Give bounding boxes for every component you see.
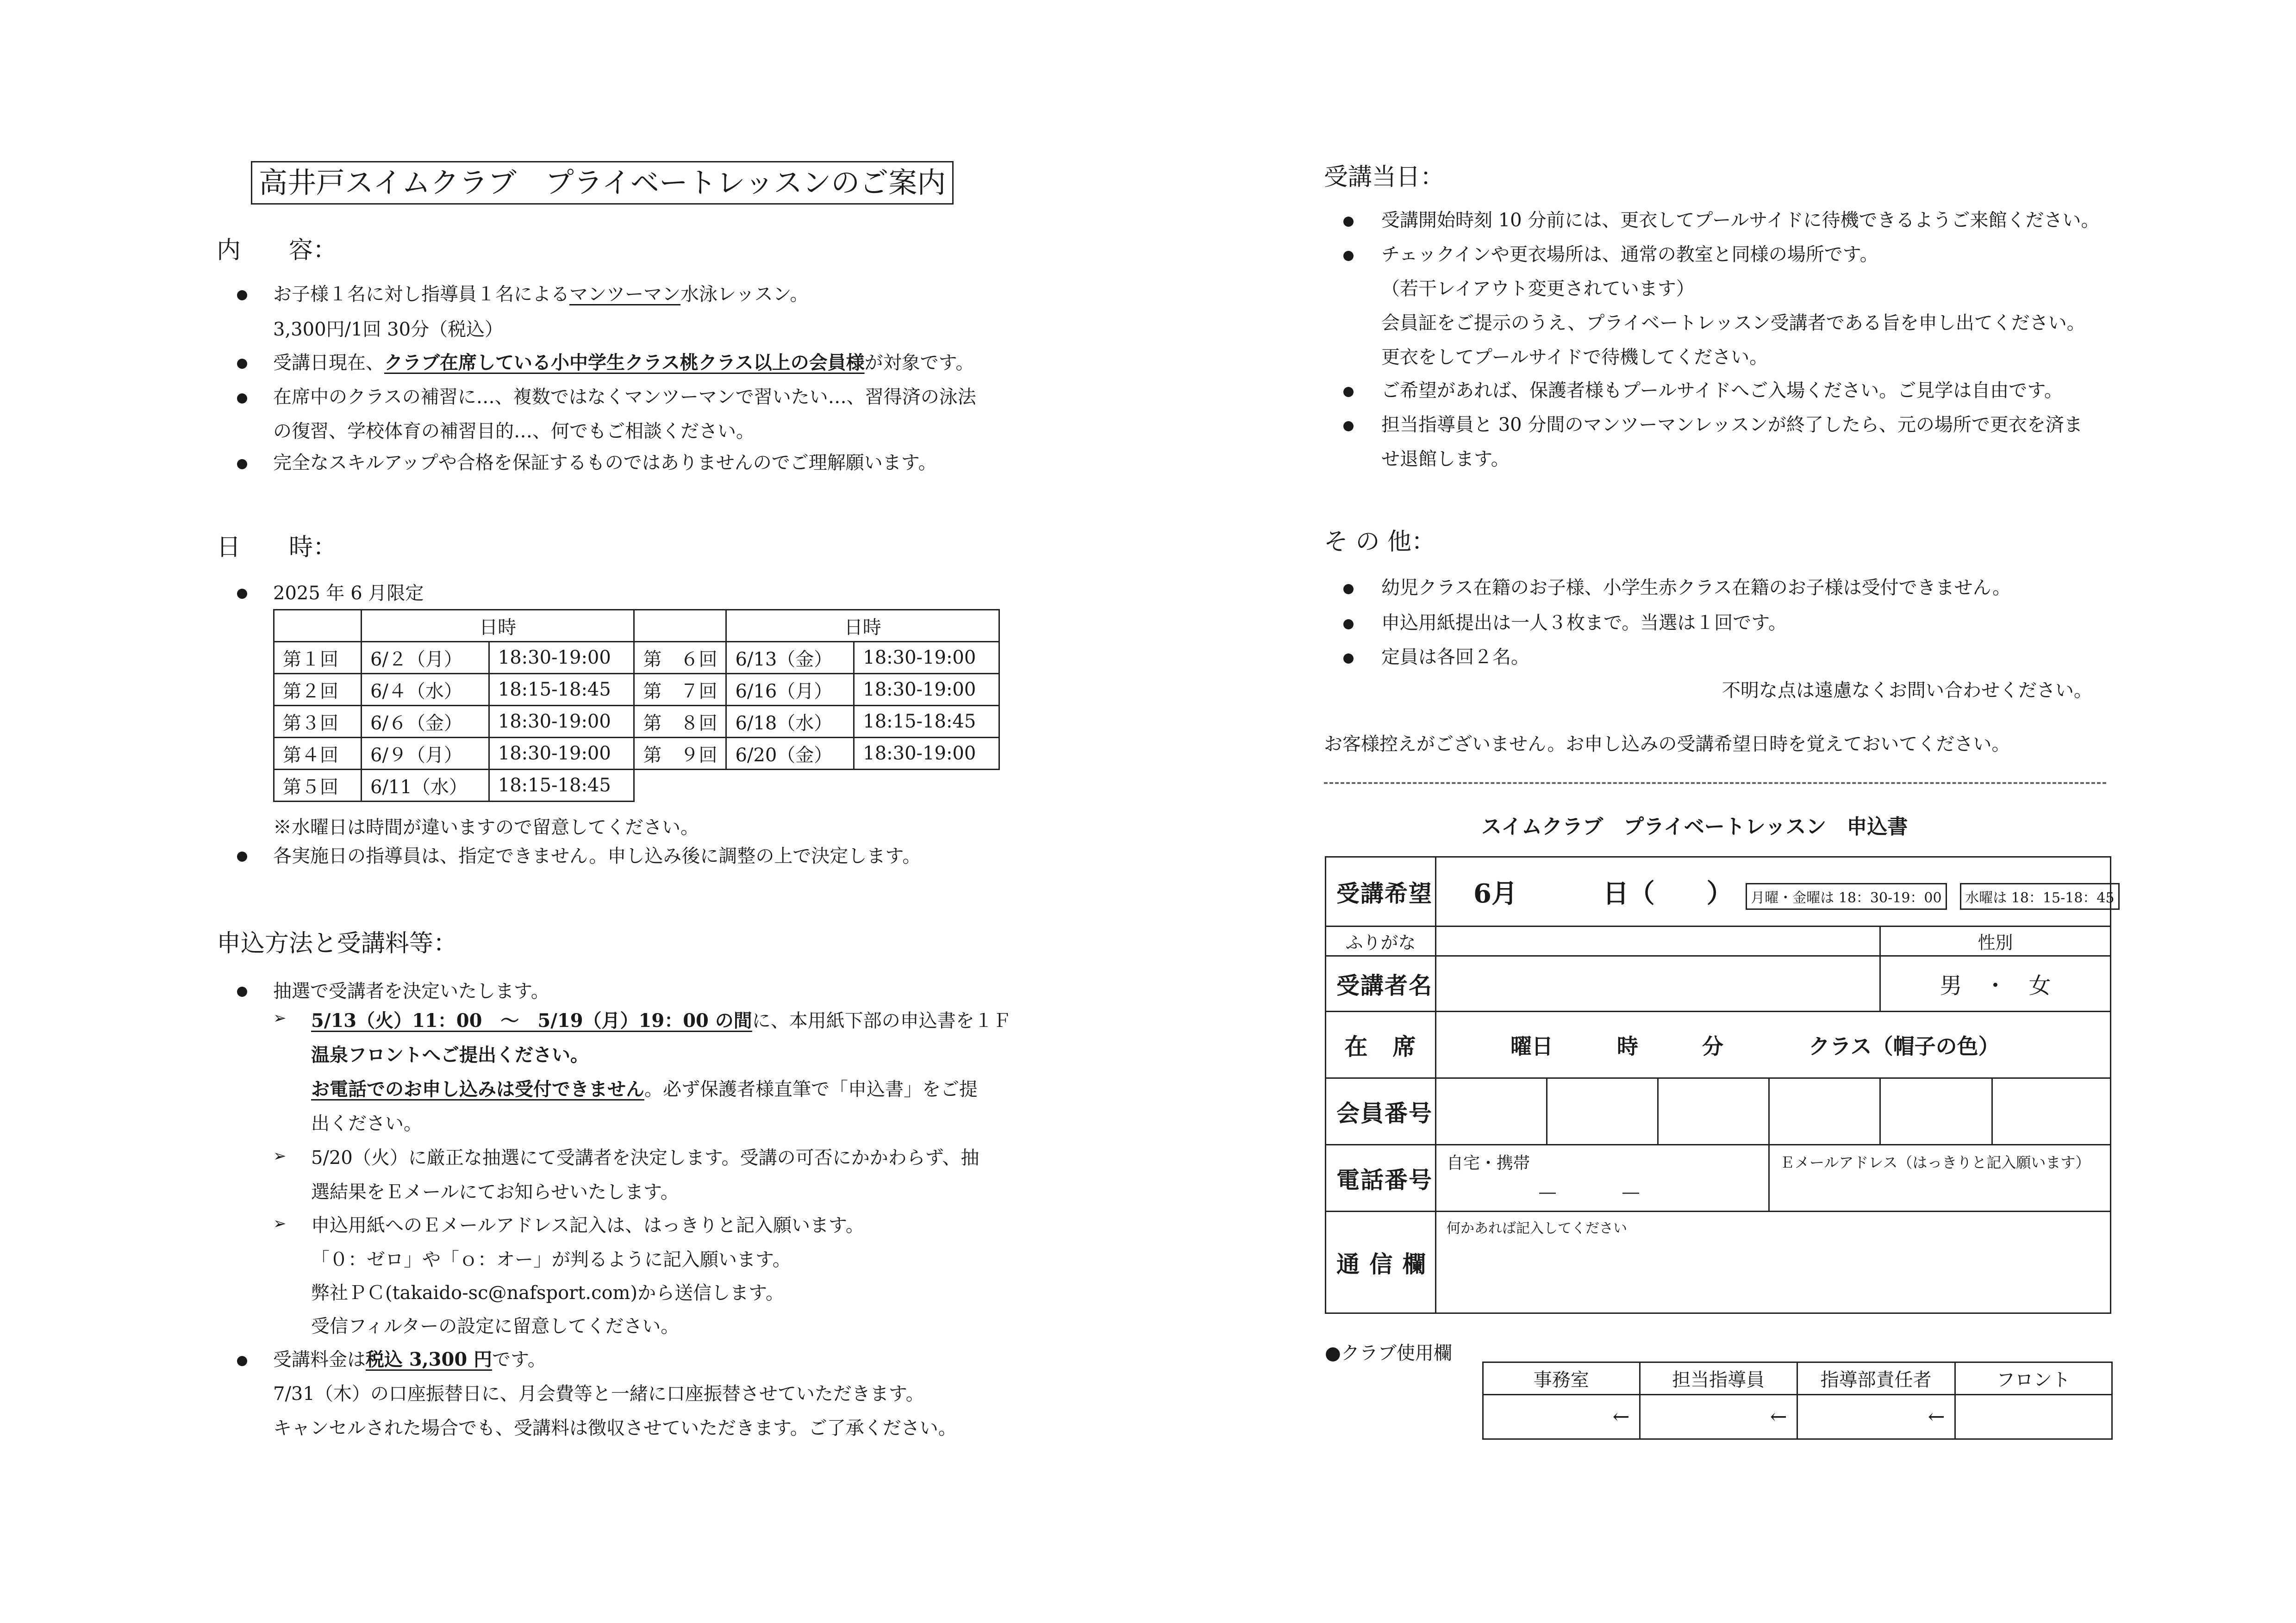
arrowhead-bullet-icon: ➢: [273, 1214, 287, 1233]
form-row: [1326, 857, 2111, 927]
staff-col-header: 担当指導員: [1640, 1362, 1797, 1395]
day-text: 日（ ）: [1603, 878, 1733, 909]
table-row: [274, 770, 999, 802]
session-date: 6/20（金）: [726, 738, 854, 770]
table-cell: [634, 610, 726, 642]
session-date: 6/11（水）: [362, 770, 489, 802]
table-row: [274, 738, 999, 770]
bullet-icon: [237, 393, 247, 404]
contact-note: 不明な点は遠慮なくお問い合わせください。: [1722, 680, 2092, 701]
application-item-3-line-2: 「０：ゼロ」や「ｏ：オー」が判るように記入願います。: [311, 1249, 791, 1270]
arrow-left-icon: ←: [1770, 1405, 1787, 1429]
table-row: [274, 674, 999, 706]
club-use-label: ●クラブ使用欄: [1325, 1343, 1452, 1364]
session-time: 18:30-19:00: [489, 738, 634, 770]
phone-dashes: ― ―: [1539, 1183, 1640, 1202]
other-item-1: 幼児クラス在籍のお子様、小学生赤クラス在籍のお子様は受付できません。: [1381, 577, 2011, 598]
arrow-left-icon: ←: [1928, 1405, 1945, 1429]
application-lottery: 抽選で受講者を決定いたします。: [273, 981, 549, 1002]
session-date: 6/13（金）: [726, 642, 854, 674]
instructor-note: 各実施日の指導員は、指定できません。申し込み後に調整の上で決定します。: [273, 846, 921, 867]
furigana-label: ふりがな: [1326, 927, 1436, 956]
form-title: スイムクラブ プライベートレッスン 申込書: [1481, 815, 1908, 839]
schedule-header-row: [274, 610, 999, 642]
staff-cell[interactable]: [1797, 1395, 1955, 1439]
member-number-digit[interactable]: [1992, 1078, 2111, 1145]
contents-item-2: [273, 346, 974, 379]
application-item-1-line-2: 温泉フロントへご提出ください。: [311, 1044, 589, 1066]
schedule-col-header: 日時: [362, 610, 634, 642]
text-underlined: 税込 3,300 円: [366, 1349, 493, 1370]
form-row: [1326, 1212, 2111, 1313]
staff-col-header: 事務室: [1483, 1362, 1640, 1395]
schedule-heading: 日 時：: [217, 534, 337, 561]
table-row: [1483, 1395, 2112, 1439]
application-item-1-line-1: [311, 1004, 1011, 1038]
arrow-left-icon: ←: [1612, 1405, 1630, 1429]
name-label: 受講者名: [1326, 956, 1436, 1012]
email-input[interactable]: [1769, 1145, 2111, 1212]
phone-sub-label: 自宅・携帯: [1447, 1154, 1530, 1173]
text-underlined: 5/13（火）11：00 ～ 5/19（月）19：00 の間: [311, 1010, 752, 1032]
fee-line-2: 7/31（木）の口座振替日に、月会費等と一緒に口座振替させていただきます。: [273, 1383, 924, 1405]
text: に、本用紙下部の申込書を１Ｆ: [752, 1010, 1011, 1032]
lesson-day-item-2-line-4: 更衣をしてプールサイドで待機してください。: [1381, 347, 1768, 368]
bullet-icon: [1343, 584, 1354, 594]
wish-field[interactable]: [1436, 857, 2115, 927]
gender-options[interactable]: 男 ・ 女: [1880, 956, 2111, 1012]
member-number-digit[interactable]: [1658, 1078, 1769, 1145]
application-form: [1325, 856, 2115, 1314]
staff-cell[interactable]: [1955, 1395, 2112, 1439]
form-row: [1326, 1078, 2111, 1145]
lesson-day-item-1: 受講開始時刻 10 分前には、更衣してプールサイドに待機できるようご来館ください。: [1381, 210, 2100, 231]
schedule-col-header: 日時: [726, 610, 999, 642]
form-row: [1326, 956, 2111, 1012]
session-no: 第 ８回: [634, 706, 726, 738]
text: 受講料金は: [273, 1349, 366, 1370]
session-no: 第１回: [274, 642, 362, 674]
table-cell: [274, 610, 362, 642]
application-item-3-line-4: 受信フィルターの設定に留意してください。: [311, 1316, 680, 1337]
bullet-icon: [237, 589, 247, 599]
arrowhead-bullet-icon: ➢: [273, 1009, 287, 1027]
lesson-day-item-4-line-2: せ退館します。: [1381, 448, 1510, 470]
bullet-icon: [237, 290, 247, 300]
session-no: 第３回: [274, 706, 362, 738]
arrowhead-bullet-icon: ➢: [273, 1147, 287, 1165]
session-no: 第５回: [274, 770, 362, 802]
table-row: [274, 706, 999, 738]
email-sub-label: Ｅメールアドレス（はっきりと記入願います）: [1780, 1154, 2090, 1171]
bullet-icon: [1343, 421, 1354, 431]
application-item-2-line-2: 選結果をＥメールにてお知らせいたします。: [311, 1181, 679, 1203]
staff-cell[interactable]: [1640, 1395, 1797, 1439]
note-mon-fri: 月曜・金曜は 18：30-19：00: [1746, 883, 1947, 910]
member-number-digit[interactable]: [1769, 1078, 1880, 1145]
name-input[interactable]: [1436, 956, 1880, 1012]
enrollment-label: 在 席: [1326, 1012, 1436, 1078]
document-title: 高井戸スイムクラブ プライベートレッスンのご案内: [251, 161, 954, 205]
lesson-day-item-2-line-1: チェックインや更衣場所は、通常の教室と同様の場所です。: [1381, 244, 1878, 265]
bullet-icon: [237, 1356, 247, 1366]
session-time: 18:30-19:00: [854, 738, 999, 770]
enrollment-fields[interactable]: 曜日 時 分 クラス（帽子の色）: [1436, 1012, 2111, 1078]
member-number-digit[interactable]: [1547, 1078, 1658, 1145]
contents-item-3-line-1: 在席中のクラスの補習に…、複数ではなくマンツーマンで習いたい…、習得済の泳法: [273, 386, 976, 408]
schedule-intro: 2025 年 6 月限定: [273, 583, 424, 604]
text-underlined: クラブ在席している小中学生クラス桃クラス以上の会員様: [384, 352, 865, 373]
wish-label: 受講希望: [1326, 857, 1436, 927]
session-no: 第 ６回: [634, 642, 726, 674]
lesson-day-item-3: ご希望があれば、保護者様もプールサイドへご入場ください。ご見学は自由です。: [1381, 380, 2063, 401]
contents-item-1: [273, 278, 808, 311]
member-number-digit[interactable]: [1436, 1078, 1547, 1145]
other-heading: そ の 他：: [1324, 528, 1436, 556]
comm-input[interactable]: [1436, 1212, 2111, 1313]
session-date: 6/16（月）: [726, 674, 854, 706]
bullet-icon: [1343, 653, 1354, 664]
other-item-2: 申込用紙提出は一人３枚まで。当選は１回です。: [1381, 612, 1787, 634]
text: 。必ず保護者様直筆で「申込書」をご提: [644, 1079, 978, 1100]
member-number-digit[interactable]: [1880, 1078, 1992, 1145]
contents-item-4: 完全なスキルアップや合格を保証するものではありませんのでご理解願います。: [273, 452, 937, 473]
staff-col-header: 指導部責任者: [1797, 1362, 1955, 1395]
other-item-3: 定員は各回２名。: [1381, 647, 1529, 668]
gender-label: 性別: [1880, 927, 2111, 956]
phone-input[interactable]: [1436, 1145, 1769, 1212]
application-item-1-line-4: 出ください。: [311, 1113, 422, 1134]
text: が対象です。: [864, 352, 974, 373]
form-row: [1326, 1012, 2111, 1078]
member-number-label: 会員番号: [1326, 1078, 1436, 1145]
cut-line: [1324, 782, 2106, 784]
lesson-day-heading: 受講当日：: [1324, 163, 1445, 191]
session-time: 18:30-19:00: [854, 642, 999, 674]
session-date: 6/６（金）: [362, 706, 489, 738]
text: お子様１名に対し指導員１名による: [273, 284, 569, 305]
application-heading: 申込方法と受講料等：: [217, 930, 458, 958]
session-no: 第 ７回: [634, 674, 726, 706]
contents-item-3-line-2: の復習、学校体育の補習目的…、何でもご相談ください。: [273, 421, 755, 442]
table-cell: [634, 770, 999, 802]
lesson-day-item-2-line-3: 会員証をご提示のうえ、プライベートレッスン受講者である旨を申し出てください。: [1381, 312, 2085, 334]
schedule-note: ※水曜日は時間が違いますので留意してください。: [273, 817, 699, 838]
bullet-icon: [237, 987, 247, 997]
session-date: 6/９（月）: [362, 738, 489, 770]
form-row: [1326, 1145, 2111, 1212]
bullet-icon: [1343, 251, 1354, 261]
bullet-icon: [237, 852, 247, 862]
session-no: 第２回: [274, 674, 362, 706]
note-wed: 水曜は 18：15-18：45: [1960, 883, 2119, 910]
application-item-3-line-3: 弊社ＰＣ(takaido-sc@nafsport.com)から送信します。: [311, 1282, 784, 1304]
month-text: 6月: [1473, 878, 1517, 909]
text-underlined: マンツーマン: [569, 284, 680, 305]
fee-line-1: [273, 1343, 546, 1376]
text: 水泳レッスン。: [680, 284, 809, 305]
application-item-1-line-3: [311, 1073, 978, 1106]
session-time: 18:15-18:45: [854, 706, 999, 738]
staff-col-header: フロント: [1955, 1362, 2112, 1395]
text: です。: [492, 1349, 546, 1370]
lesson-day-item-4-line-1: 担当指導員と 30 分間のマンツーマンレッスンが終了したら、元の場所で更衣を済ま: [1381, 414, 2083, 435]
form-row: [1326, 927, 2111, 956]
fee-line-3: キャンセルされた場合でも、受講料は徴収させていただきます。ご了承ください。: [273, 1418, 957, 1439]
session-time: 18:30-19:00: [854, 674, 999, 706]
phone-label: 電話番号: [1326, 1145, 1436, 1212]
session-no: 第 ９回: [634, 738, 726, 770]
session-no: 第４回: [274, 738, 362, 770]
staff-table: [1482, 1362, 2113, 1440]
comm-label: 通 信 欄: [1326, 1212, 1436, 1313]
contents-heading: 内 容：: [217, 236, 337, 264]
session-date: 6/18（水）: [726, 706, 854, 738]
furigana-input[interactable]: [1436, 927, 1880, 956]
table-row: [274, 642, 999, 674]
session-date: 6/４（水）: [362, 674, 489, 706]
table-row: [1483, 1362, 2112, 1395]
session-time: 18:15-18:45: [489, 674, 634, 706]
text-underlined: お電話でのお申し込みは受付できません: [311, 1078, 644, 1100]
session-time: 18:15-18:45: [489, 770, 634, 802]
application-item-3-line-1: 申込用紙へのＥメールアドレス記入は、はっきりと記入願います。: [311, 1215, 864, 1236]
bullet-icon: [237, 359, 247, 369]
session-date: 6/２（月）: [362, 642, 489, 674]
no-copy-note: お客様控えがございません。お申し込みの受講希望日時を覚えておいてください。: [1324, 734, 2010, 755]
session-time: 18:30-19:00: [489, 706, 634, 738]
staff-cell[interactable]: [1483, 1395, 1640, 1439]
bullet-icon: [1343, 387, 1354, 397]
schedule-table: [273, 609, 1000, 802]
session-time: 18:30-19:00: [489, 642, 634, 674]
application-item-2-line-1: 5/20（火）に厳正な抽選にて受講者を決定します。受講の可否にかかわらず、抽: [311, 1147, 980, 1169]
comm-sub-label: 何かあれば記入してください: [1447, 1220, 1627, 1237]
contents-item-1-price: 3,300円/1回 30分（税込）: [273, 319, 504, 340]
lesson-day-item-2-line-2: （若干レイアウト変更されています）: [1381, 278, 1695, 299]
bullet-icon: [237, 459, 247, 469]
bullet-icon: [1343, 619, 1354, 629]
text: 受講日現在、: [273, 352, 384, 373]
bullet-icon: [1343, 217, 1354, 227]
